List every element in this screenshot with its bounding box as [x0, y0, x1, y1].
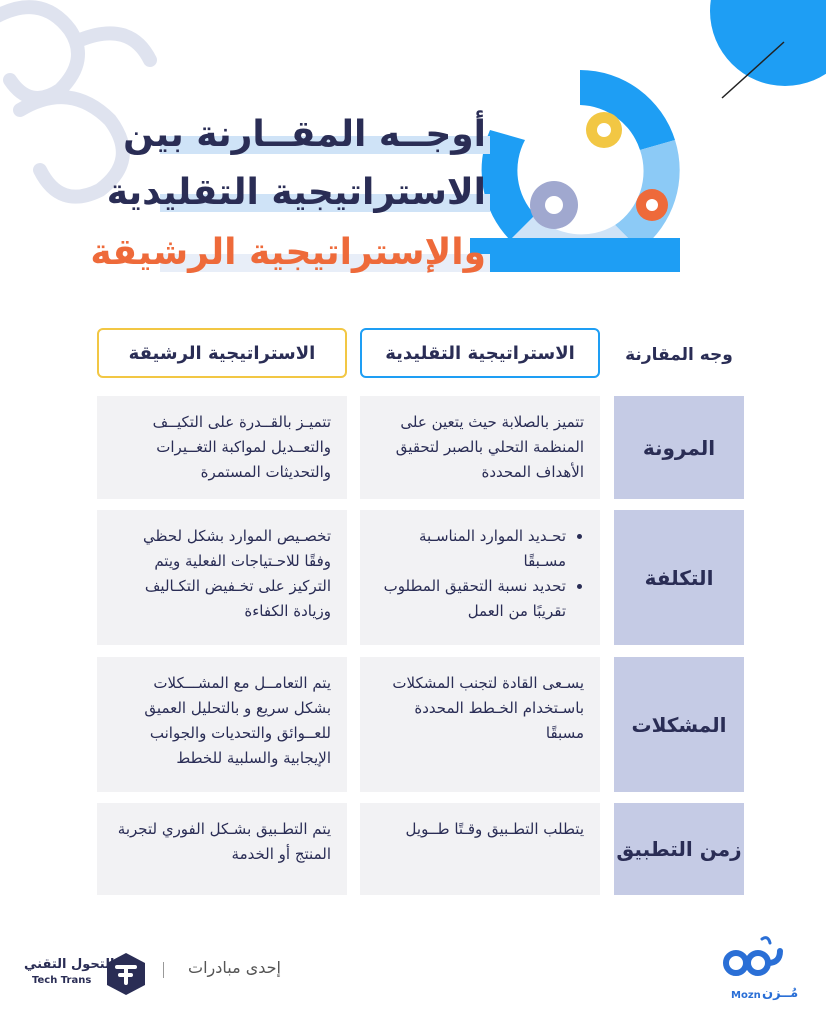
tech-trans-english-name: Tech Trans: [32, 975, 92, 986]
title-line-1: أوجــه المقــارنة بين: [123, 114, 486, 155]
list-item: • تحـديد الموارد المناسـبة مسـبقًا: [376, 524, 566, 574]
traditional-cell-flexibility: تتميز بالصلابة حيث يتعين على المنظمة التحلي بالصبر لتحقيق الأهداف المحددة: [360, 396, 600, 499]
initiative-label: إحدى مبادرات: [188, 958, 281, 977]
tech-trans-arabic-name: التحول التقني: [24, 957, 115, 972]
aspect-cell-implementation-time: زمن التطبيق: [614, 803, 744, 895]
traditional-cell-cost: [360, 510, 600, 645]
agile-column-header: الاستراتيجية الرشيقة: [97, 328, 347, 378]
aspect-cell-cost: التكلفة: [614, 510, 744, 645]
mozn-logo: [722, 935, 786, 983]
agile-cell-flexibility: تتميـز بالقــدرة على التكيــف والتعــديل لمواكبة التغــيرات والتحديثات المستمرة: [97, 396, 347, 499]
title-line-3: والإستراتيجية الرشيقة: [90, 232, 486, 273]
agile-cell-problems: يتم التعامــل مع المشـــكلات بشكل سريع و بالتحليل العميق للعــوائق والتحديات والجوانب الإيجابية والسلبية للخطط: [97, 657, 347, 792]
mozn-arabic-name: مُــزن: [762, 986, 799, 1001]
mozn-english-name: Mozn: [731, 990, 761, 1001]
agile-cell-implementation-time: يتم التطـبيق بشـكل الفوري لتجربة المنتج أو الخدمة: [97, 803, 347, 895]
aspect-column-header: وجه المقارنة: [614, 340, 744, 370]
aspect-cell-flexibility: المرونة: [614, 396, 744, 499]
diagonal-line-decoration: [720, 40, 800, 110]
footer-divider: [163, 962, 164, 978]
traditional-column-header: الاستراتيجية التقليدية: [360, 328, 600, 378]
aspect-cell-problems: المشكلات: [614, 657, 744, 792]
gears-cycle-icon: [470, 60, 690, 280]
agile-cell-cost: تخصـيص الموارد بشكل لحظي وفقًا للاحـتياجات الفعلية ويتم التركيز على تخـفيض التكـاليف وزيادة الكفاءة: [97, 510, 347, 645]
traditional-cost-list: [376, 524, 584, 624]
traditional-cell-problems: يسـعى القادة لتجنب المشكلات باسـتخدام الخـطط المحددة مسبقًا: [360, 657, 600, 792]
list-item: • تحديد نسبة التحقيق المطلوب تقريبًا من العمل: [376, 574, 566, 624]
title-line-2: الاستراتيجية التقليدية: [106, 172, 486, 213]
traditional-cell-implementation-time: يتطلب التطـبيق وقـتًا طــويل: [360, 803, 600, 895]
